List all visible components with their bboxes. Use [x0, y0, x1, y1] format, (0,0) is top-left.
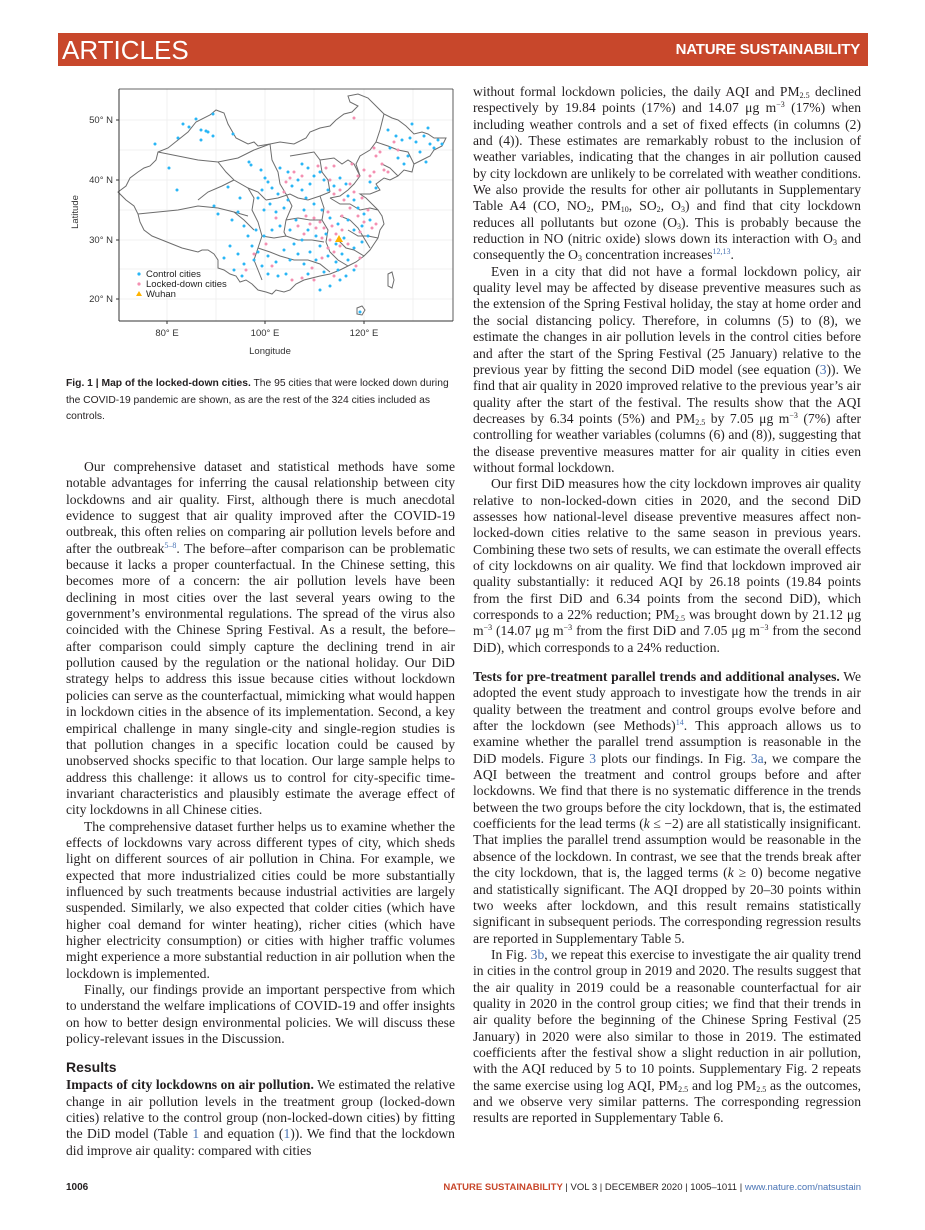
header-bar: [58, 33, 868, 66]
paragraph: The comprehensive dataset further helps us to examine whether the effects of lockdowns vary across different types of city, which sheds light on different sources of air pollution in China. For example, we expected that more industrialized cities could be more substantially influenced by such treatments because industrial activities are largely suspended. Similarly, we also expected that colder cities (which have higher coal demand for winter heating), richer cities (which have higher electricity consumption) or cities with higher traffic volumes might experience a more substantial reduction in air pollution when the lockdown is implemented.: [66, 818, 455, 981]
figure-1-map: [58, 80, 468, 370]
equation-link[interactable]: 1: [283, 1126, 291, 1142]
x-tick-100e: 100° E: [250, 328, 280, 339]
citation-link[interactable]: 14: [675, 718, 684, 728]
section-label: ARTICLES: [62, 35, 189, 65]
caption-label: Fig. 1 | Map of the locked-down cities.: [66, 378, 251, 389]
journal-name: NATURE SUSTAINABILITY: [675, 41, 860, 58]
y-axis-label: Latitude: [70, 195, 81, 229]
paragraph: without formal lockdown policies, the daily AQI and $PM_{2.5}$ declined respectively by 19.84 points (17%) and 14.07 μg $m^{-3}$ (17%) when including weather controls and a set of fixed effects (in columns (2) and (4)). These estimates are remarkably robust to the inclusion of weather variables, indicating that the changes in air pollution caused by city lockdown are unlikely to be correlated with weather conditions. We also provide the results for other air pollutants in Supplementary Table A4 (CO, $NO_2$, $PM_{10}$, $SO_2$, $O_3$) and find that city lockdown reduces all pollutants but ozone $(O_3)$. This is probably because the reduction in NO (nitric oxide) slows down its interaction with $O_3$ and consequently the $O_3$ concentration increases$^{12,13}$.: [473, 84, 861, 264]
legend-control-label: Control cities: [146, 269, 201, 280]
x-tick-80e: 80° E: [155, 328, 179, 339]
figure-caption: [66, 376, 461, 426]
paragraph: In Fig. 3b, we repeat this exercise to investigate the air quality trend in cities in the control group in 2019 and 2020. The results suggest that the air quality in 2019 could be a reasonable counterfactual for air quality in 2020 in the control group cities; we find that their trends in air quality before the beginning of the Chinese Spring Festival (25 January) in 2020 were also similar to those in 2019. The estimated coefficients after the festival show a slight reduction in air pollution, with the AQI reduced by 5 to 10 points. Supplementary Fig. 2 repeats the same exercise using log AQI, $PM_{2.5}$ and $\log PM_{2.5}$ as the outcomes, and we observe very similar patterns. The corresponding regression results are reported in Supplementary Table 6.: [473, 946, 862, 1126]
x-tick-120e: 120° E: [349, 328, 379, 339]
paragraph: Impacts of city lockdowns on air pollution. We estimated the relative change in air pollution levels in the treatment group (locked-down cities) relative to the control group (non-locked-down cities) by fitting the DiD model (Table 1 and equation (1)). We find that the lockdown did improve air quality: compared with cities: [66, 1077, 455, 1158]
china-map-plot: [58, 80, 468, 370]
y-tick-20n: 20° N: [89, 294, 113, 305]
run-in-heading: Tests for pre-treatment parallel trends and additional analyses.: [473, 669, 840, 685]
run-in-heading: Impacts of city lockdowns on air pollution.: [66, 1077, 314, 1093]
citation-link[interactable]: 12,13: [712, 247, 731, 257]
y-tick-40n: 40° N: [89, 175, 113, 186]
section-heading-results: Results: [66, 1059, 117, 1076]
y-tick-30n: 30° N: [89, 235, 113, 246]
footer-citation: [443, 1182, 861, 1193]
footer-issue: | VOL 3 | DECEMBER 2020 | 1005–1011 |: [562, 1182, 745, 1193]
page-number: 1006: [66, 1182, 89, 1193]
figure-link[interactable]: 3a: [750, 750, 764, 766]
legend-wuhan-label: Wuhan: [146, 289, 176, 300]
equation-link[interactable]: 3: [819, 361, 827, 377]
caption-text: The 95 cities that were locked down during the COVID-19 pandemic are shown, as are the rest of the 324 cities included as controls.: [66, 378, 449, 422]
right-column: [473, 84, 861, 1127]
paragraph: Our first DiD measures how the city lockdown improves air quality relative to non-locked-down cities in 2020, and the second DiD assesses how national-level disease preventive measures affect non-locked-down cities relative to the same season in previous years. Combining these two sets of results, we can estimate the overall effects of city lockdowns on air quality. We find that lockdown improved air quality substantially: it reduced AQI by 26.18 points (19.84 points from the first DiD and 6.34 points from the second DiD), which corresponds to a 22% reduction; $PM_{2.5}$ was brought down by 21.12 μg $m^{-3}$ (14.07 μg $m^{-3}$ from the first DiD and 7.05 μg $m^{-3}$ from the second DiD), which corresponds to a 24% reduction.: [473, 476, 861, 655]
figure-link[interactable]: 3: [589, 750, 597, 766]
legend-locked-marker: [137, 282, 140, 285]
figure-link[interactable]: 3b: [530, 946, 545, 962]
paragraph: Tests for pre-treatment parallel trends and additional analyses. We adopted the event study approach to investigate how the trends in air quality between the treatment and control groups evolve before and after the lockdown (see Methods)$^{14}$. This approach allows us to examine whether the parallel trend assumption is reasonable in the DiD models. Figure 3 plots our findings. In Fig. 3a, we compare the AQI between the treatment and control groups before and after lockdowns. We find that there is no systematic difference in the trends between the two groups before the city lockdown, that is, the estimated coefficients for the lead terms (k ≤ −2) are all statistically insignificant. That implies the parallel trend assumption would be reasonable in the absence of the lockdown. In contrast, we see that the trends break after the city lockdown, that is, the lagged terms (k ≥ 0) become negative and statistically significant. The AQI dropped by 20–30 points within two weeks after lockdown, and this result remains statistically significant in subsequent periods. The corresponding regression results are reported in Supplementary Table 5.: [473, 669, 862, 946]
footer-journal-name: NATURE SUSTAINABILITY: [443, 1182, 563, 1193]
y-tick-50n: 50° N: [89, 115, 113, 126]
citation-link[interactable]: 5–8: [164, 540, 177, 550]
legend-locked-label: Locked-down cities: [146, 279, 227, 290]
paragraph: Even in a city that did not have a formal lockdown policy, air quality level may be affected by disease preventive measures such as the extension of the Spring Festival holiday, the stay at home order and the social distancing policy. Therefore, in columns (5) to (8), we estimate the changes in air pollution levels in the control cities before and after the start of the Spring Festival (25 January) relative to the previous year by fitting the second DiD model (see equation (3)). We find that air quality in 2020 improved relative to the previous year’s air quality after the start of the festival. The results show that the AQI decreases by 6.34 points (5%) and $PM_{2.5}$ by 7.05 μg $m^{-3}$ (7%) after controlling for weather variables (columns (6) and (8)), suggesting that the disease preventive measures matter for air quality in cities even without formal lockdown.: [473, 263, 861, 475]
x-axis-label: Longitude: [249, 346, 291, 357]
legend-control-marker: [137, 272, 140, 275]
paragraph: Our comprehensive dataset and statistical methods have some notable advantages for inferring the causal relationship between city lockdowns and air quality. First, although there is much anecdotal evidence to suggest that air quality improved after the COVID-19 outbreak, this often relies on comparing air pollution levels before and after the outbreak$^{5-8}$. The before–after comparison can be problematic because it lacks a proper counterfactual. In the Chinese setting, this becomes more of a concern: the air pollution levels have been declining in most cities over the last several years owing to the government’s environmental regulations. The spread of the virus also coincided with the Chinese Spring Festival. As a result, the before–after comparison could simply capture the declining trend in air pollution caused by the regulation or the national holiday. Our DiD strategy helps to address this issue because cities without lockdown policies can serve as the counterfactual, mimicking what would happen in lockdown cities in the absence of its implementation. Second, a key empirical challenge in many single-city and single-region studies is that pollution changes in a specific location could be caused by unobserved shocks specific to that location. Our large sample helps to address this challenge: it allows us to control for city-specific time-invariant characteristics and plausibly estimate the average effect of city lockdowns in all Chinese cities.: [66, 459, 455, 818]
left-column: [66, 459, 455, 1159]
journal-url-link[interactable]: www.nature.com/natsustain: [744, 1182, 861, 1193]
table-link[interactable]: 1: [192, 1126, 200, 1142]
paragraph: Finally, our findings provide an important perspective from which to understand the welfare implications of COVID-19 and offer insights on how to better design environmental policies. We will discuss these policy-relevant issues in the Discussion.: [66, 982, 455, 1047]
